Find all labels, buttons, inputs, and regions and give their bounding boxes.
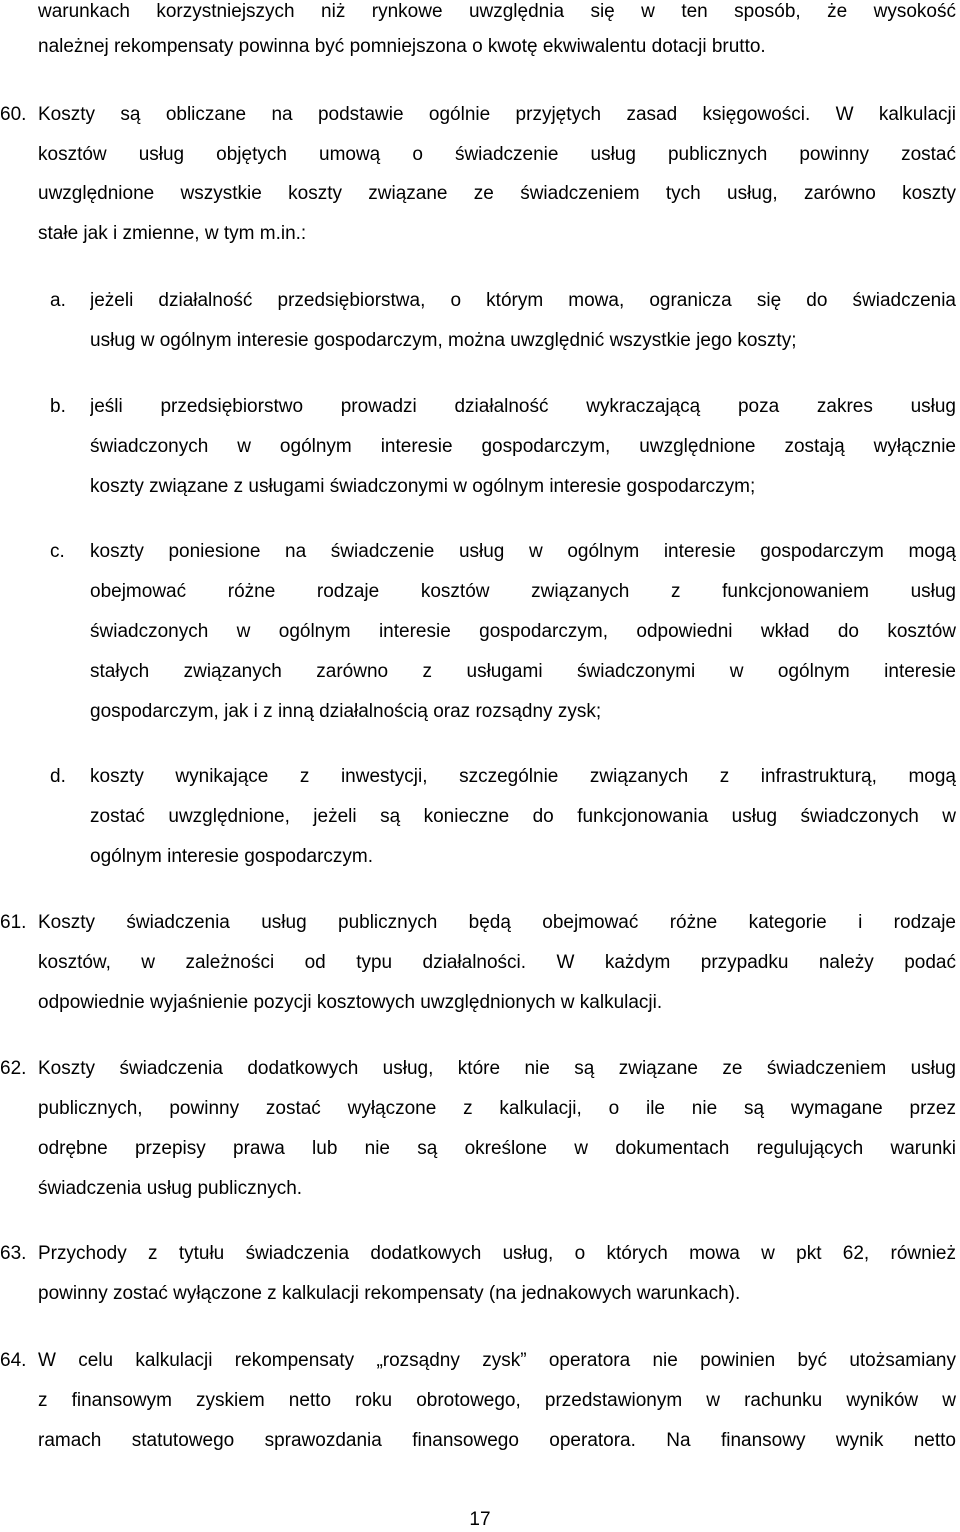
item-d-line-2: zostać uwzględnione, jeżeli są konieczne do funkcjonowania usług świadczonych w	[90, 806, 956, 827]
paragraph-60-line-1: Koszty są obliczane na podstawie ogólnie przyjętych zasad księgowości. W kalkulacji	[38, 104, 956, 125]
paragraph-62-line-4: świadczenia usług publicznych.	[38, 1178, 303, 1199]
item-b-line-1: jeśli przedsiębiorstwo prowadzi działalność wykraczającą poza zakres usług	[90, 396, 956, 417]
item-d-line-1: koszty wynikające z inwestycji, szczególnie związanych z infrastrukturą, mogą	[90, 766, 956, 787]
item-b-label: b.	[50, 396, 66, 417]
paragraph-64-line-3: ramach statutowego sprawozdania finansowego operatora. Na finansowy wynik netto	[38, 1430, 956, 1451]
item-d-line-3: ogólnym interesie gospodarczym.	[90, 846, 374, 867]
paragraph-61-line-1: Koszty świadczenia usług publicznych będą obejmować różne kategorie i rodzaje	[38, 912, 956, 933]
paragraph-62-line-2: publicznych, powinny zostać wyłączone z kalkulacji, o ile nie są wymagane przez	[38, 1098, 956, 1119]
item-c-label: c.	[50, 541, 65, 562]
paragraph-60-line-4: stałe jak i zmienne, w tym m.in.:	[38, 223, 307, 244]
item-a-line-1: jeżeli działalność przedsiębiorstwa, o którym mowa, ogranicza się do świadczenia	[90, 290, 956, 311]
paragraph-61-number: 61.	[0, 912, 27, 933]
item-a-line-2: usług w ogólnym interesie gospodarczym, można uwzględnić wszystkie jego koszty;	[90, 330, 797, 351]
paragraph-60-line-3: uwzględnione wszystkie koszty związane ze świadczeniem tych usług, zarówno koszty	[38, 183, 956, 204]
paragraph-60-line-2: kosztów usług objętych umową o świadczenie usług publicznych powinny zostać	[38, 144, 956, 165]
paragraph-61-line-3: odpowiednie wyjaśnienie pozycji kosztowych uwzględnionych w kalkulacji.	[38, 992, 663, 1013]
paragraph-62-line-3: odrębne przepisy prawa lub nie są określone w dokumentach regulujących warunki	[38, 1138, 956, 1159]
paragraph-62-number: 62.	[0, 1058, 27, 1079]
page-number: 17	[469, 1509, 491, 1530]
paragraph-62-line-1: Koszty świadczenia dodatkowych usług, które nie są związane ze świadczeniem usług	[38, 1058, 956, 1079]
item-d-label: d.	[50, 766, 66, 787]
item-c-line-3: świadczonych w ogólnym interesie gospodarczym, odpowiedni wkład do kosztów	[90, 621, 956, 642]
continuation-line-2: należnej rekompensaty powinna być pomniejszona o kwotę ekwiwalentu dotacji brutto.	[38, 36, 766, 57]
paragraph-61-line-2: kosztów, w zależności od typu działalności. W każdym przypadku należy podać	[38, 952, 956, 973]
item-a-label: a.	[50, 290, 66, 311]
item-c-line-1: koszty poniesione na świadczenie usług w ogólnym interesie gospodarczym mogą	[90, 541, 956, 562]
paragraph-63-line-1: Przychody z tytułu świadczenia dodatkowych usług, o których mowa w pkt 62, również	[38, 1243, 956, 1264]
item-c-line-5: gospodarczym, jak i z inną działalnością oraz rozsądny zysk;	[90, 701, 602, 722]
paragraph-64-line-1: W celu kalkulacji rekompensaty „rozsądny zysk” operatora nie powinien być utożsamiany	[38, 1350, 956, 1371]
paragraph-64-line-2: z finansowym zyskiem netto roku obrotowego, przedstawionym w rachunku wyników w	[38, 1390, 956, 1411]
item-b-line-3: koszty związane z usługami świadczonymi w ogólnym interesie gospodarczym;	[90, 476, 756, 497]
paragraph-63-line-2: powinny zostać wyłączone z kalkulacji rekompensaty (na jednakowych warunkach).	[38, 1283, 741, 1304]
paragraph-64-number: 64.	[0, 1350, 27, 1371]
continuation-line-1: warunkach korzystniejszych niż rynkowe uwzględnia się w ten sposób, że wysokość	[38, 1, 956, 22]
paragraph-60-number: 60.	[0, 104, 27, 125]
paragraph-63-number: 63.	[0, 1243, 27, 1264]
item-c-line-4: stałych związanych zarówno z usługami świadczonymi w ogólnym interesie	[90, 661, 956, 682]
item-c-line-2: obejmować różne rodzaje kosztów związanych z funkcjonowaniem usług	[90, 581, 956, 602]
item-b-line-2: świadczonych w ogólnym interesie gospodarczym, uwzględnione zostają wyłącznie	[90, 436, 956, 457]
